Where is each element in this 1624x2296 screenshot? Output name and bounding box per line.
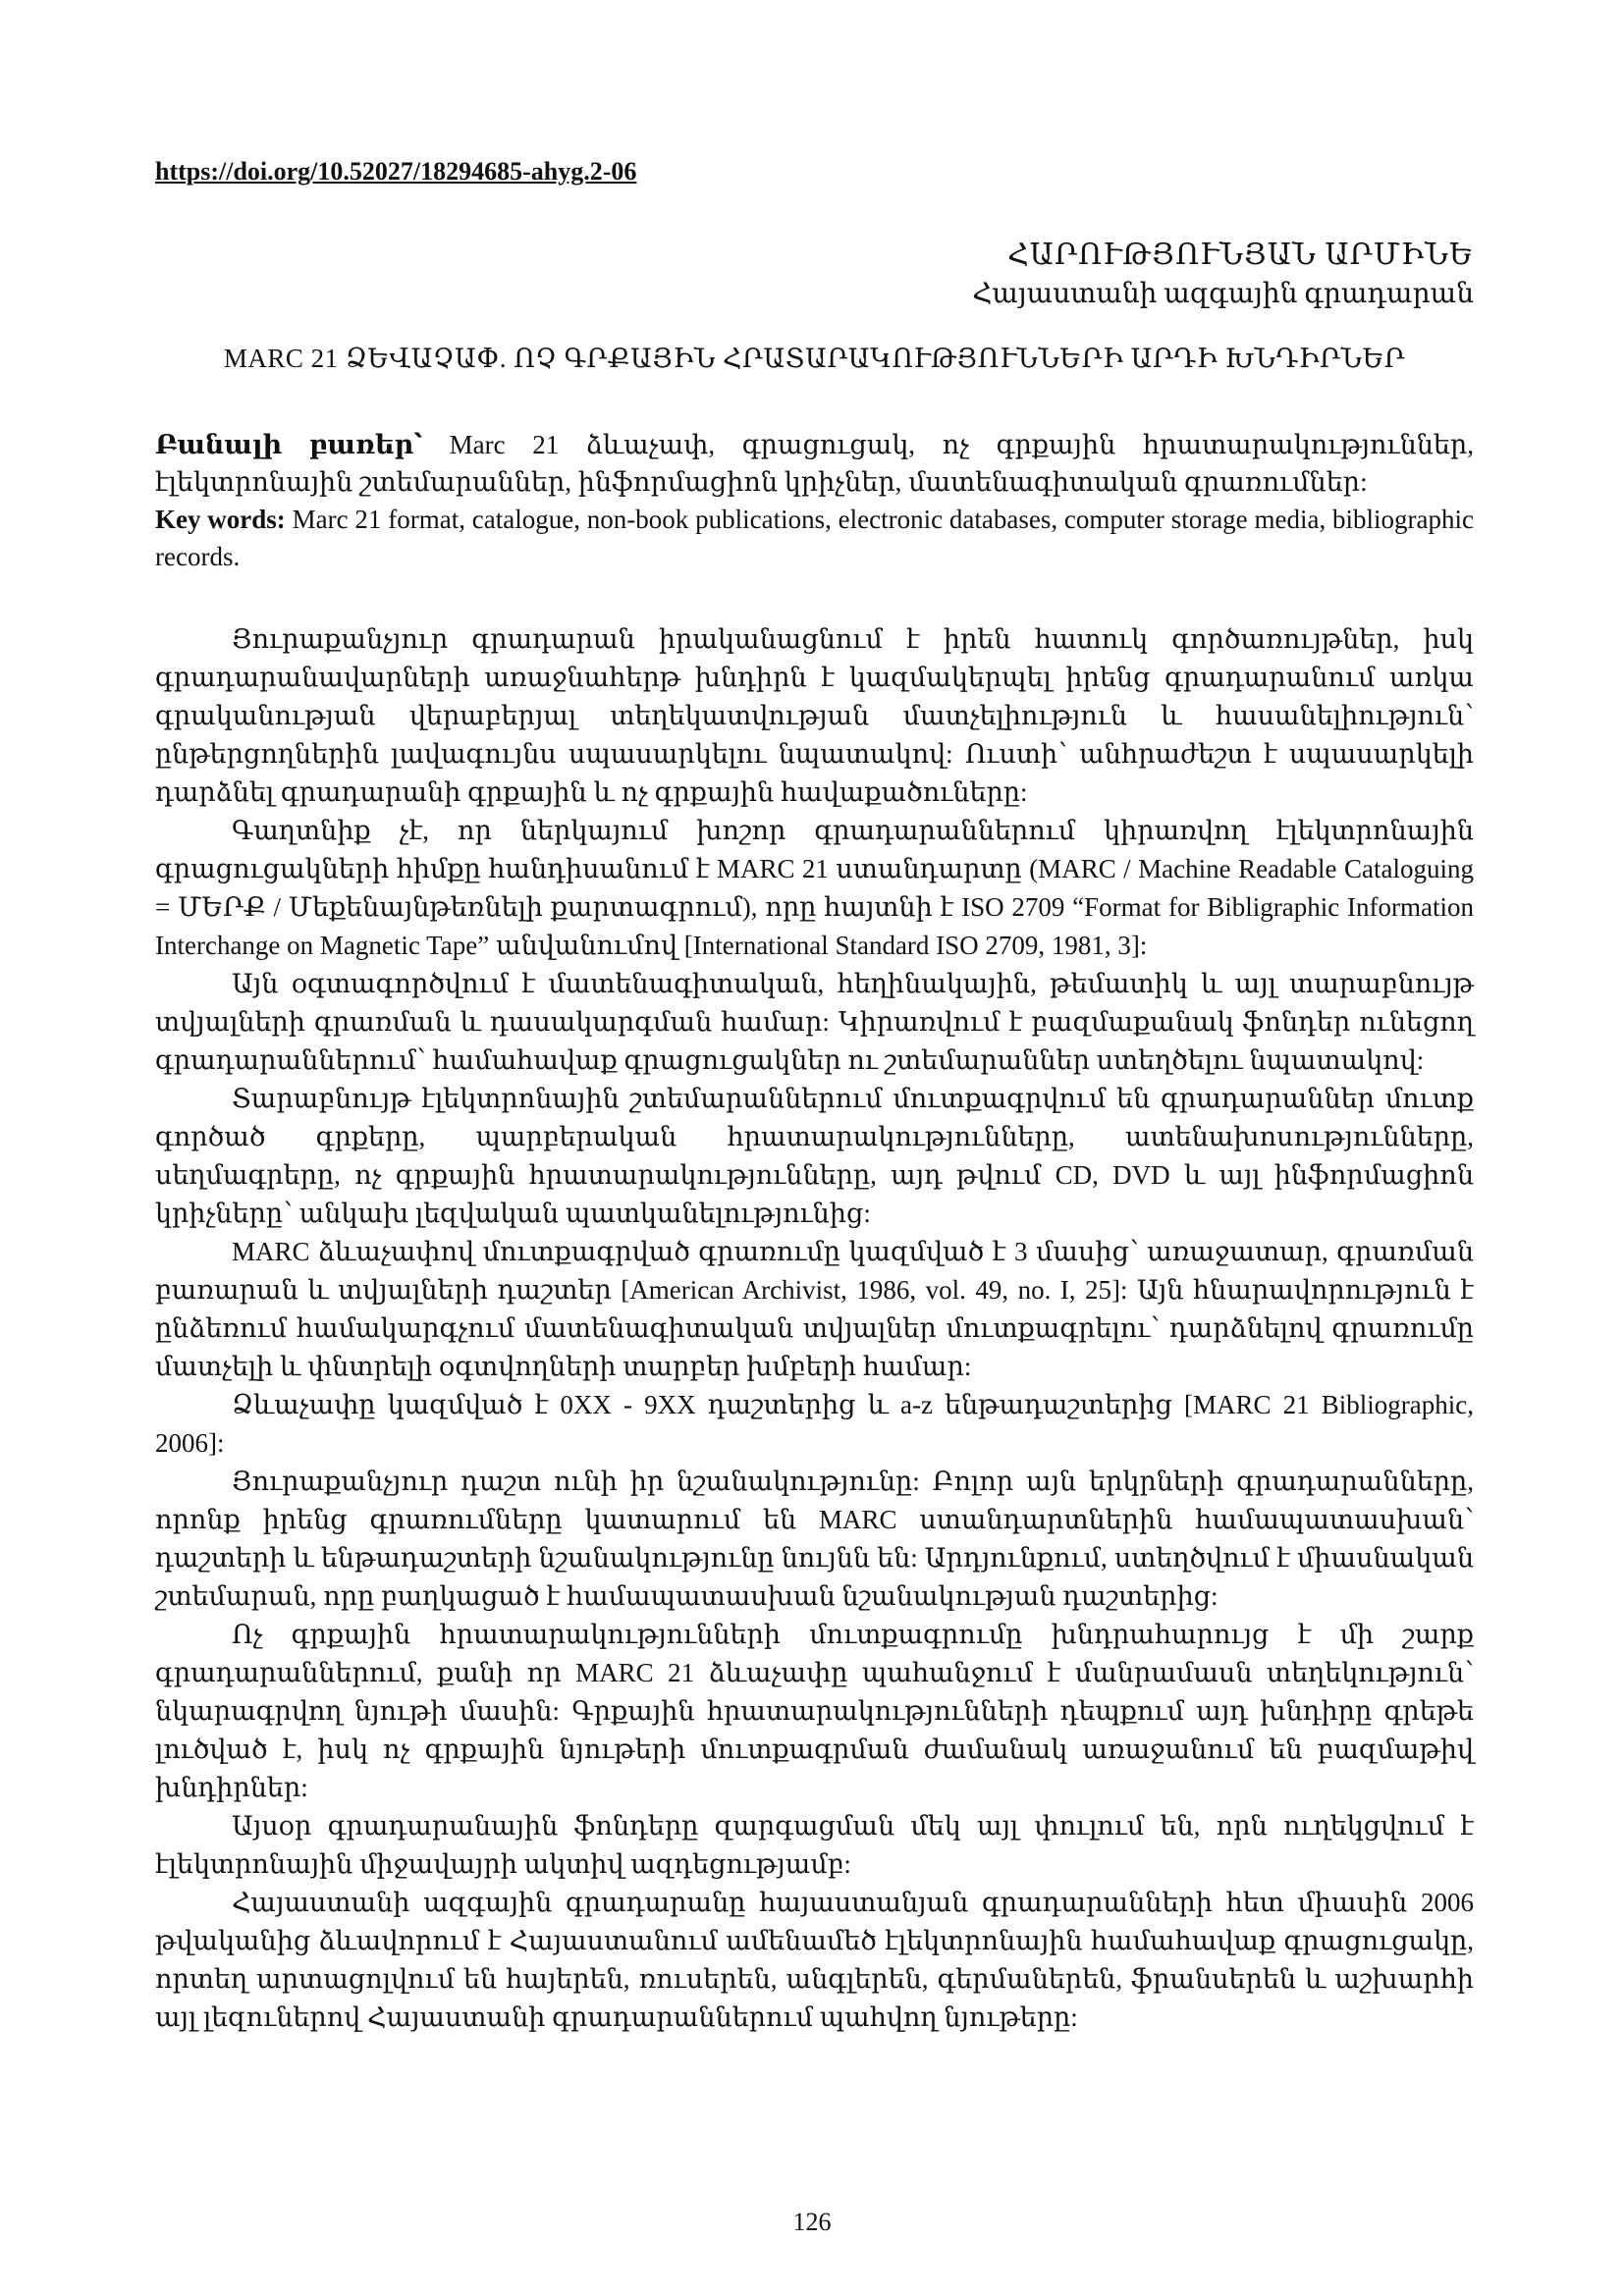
paragraph: Գաղտնիք չէ, որ ներկայում խոշոր գրադարաններում կիրառվող էլեկտրոնային գրացուցակների հիմքը հանդիսանում է MARC 21 ստանդարտը (MARC / Machine Readable Cataloguing = ՄԵՐՔ / Մեքենայնթեռնելի քարտագրում), որը հայտնի է ISO 2709 “Format for Bibligraphic Information Interchange on Magnetic Tape” անվանումով [International Standard ISO 2709, 1981, 3]: — [155, 816, 1474, 960]
keywords-block — [155, 426, 1474, 575]
article-body — [155, 620, 1474, 2037]
paragraph: MARC ձևաչափով մուտքագրված գրառումը կազմված է 3 մասից՝ առաջատար, գրառման բառարան և տվյալների դաշտեր [American Archivist, 1986, vol. 49, no. I, 25]: Այն հնարավորություն է ընձեռում համակարգչում մատենագիտական տվյալներ մուտքագրելու՝ դարձնելով գրառումը մատչելի և փնտրելի օգտվողների տարբեր խմբերի համար: — [155, 1237, 1474, 1381]
page-number: 126 — [792, 2208, 832, 2236]
paragraph: Ձևաչափը կազմված է 0XX - 9XX դաշտերից և a-z ենթադաշտերից [MARC 21 Bibliographic, 2006]: — [155, 1390, 1474, 1458]
keywords-armenian — [155, 426, 1474, 501]
paragraph: Տարաբնույթ էլեկտրոնային շտեմարաններում մուտքագրվում են գրադարաններ մուտք գործած գրքերը, պարբերական հրատարակությունները, ատենախոսությունները, սեղմագրերը, ոչ գրքային հրատարակությունները, այդ թվում CD, DVD և այլ ինֆորմացիոն կրիչները՝ անկախ լեզվական պատկանելությունից: — [155, 1084, 1474, 1228]
doi-link[interactable]: https://doi.org/10.52027/18294685-ahyg.2-06 — [155, 157, 637, 186]
keywords-english-text: Marc 21 format, catalogue, non-book publications, electronic databases, computer storage media, bibliographic records. — [155, 505, 1474, 571]
article-title: MARC 21 ՁԵՎԱՉԱՓ. ՈՉ ԳՐՔԱՅԻՆ ՀՐԱՏԱՐԱԿՈՒԹՅՈՒՆՆԵՐԻ ԱՐԴԻ ԽՆԴԻՐՆԵՐ — [223, 344, 1406, 373]
author-affiliation: Հայաստանի ազգային գրադարան — [972, 279, 1474, 309]
keywords-armenian-text: Marc 21 ձևաչափ, գրացուցակ, ոչ գրքային հրատարակություններ, էլեկտրոնային շտեմարաններ, ինֆորմացիոն կրիչներ, մատենագիտական գրառումներ: — [155, 430, 1475, 497]
paragraph: Հայաստանի ազգային գրադարանը հայաստանյան գրադարանների հետ միասին 2006 թվականից ձևավորում է Հայաստանում ամենամեծ էլեկտրոնային համահավաք գրացուցակը, որտեղ արտացոլվում են հայերեն, ռուսերեն, անգլերեն, գերմաներեն, ֆրանսերեն և աշխարհի այլ լեզուներով Հայաստանի գրադարաններում պահվող նյութերը: — [155, 1888, 1474, 2032]
author-name: ՀԱՐՈՒԹՅՈՒՆՅԱՆ ԱՐՄԻՆԵ — [1007, 239, 1474, 271]
paragraph: Յուրաքանչյուր գրադարան իրականացնում է իրեն հատուկ գործառույթներ, իսկ գրադարանավարների առաջնահերթ խնդիրն է կազմակերպել իրենց գրադարանում առկա գրականության վերաբերյալ տեղեկատվության մատչելիություն և հասանելիություն՝ ընթերցողներին լավագույնս սպասարկելու նպատակով: Ուստի՝ անհրաժեշտ է սպասարկելի դարձնել գրադարանի գրքային և ոչ գրքային հավաքածուները: — [155, 624, 1474, 807]
paragraph: Այսօր գրադարանային ֆոնդերը զարգացման մեկ այլ փուլում են, որն ուղեկցվում է էլեկտրոնային միջավայրի ակտիվ ազդեցությամբ: — [155, 1811, 1474, 1879]
paragraph: Յուրաքանչյուր դաշտ ունի իր նշանակությունը: Բոլոր այն երկրների գրադարանները, որոնք իրենց գրառումները կատարում են MARC ստանդարտներին համապատասխան՝ դաշտերի և ենթադաշտերի նշանակությունը նույնն են: Արդյունքում, ստեղծվում է միասնական շտեմարան, որը բաղկացած է համապատասխան նշանակության դաշտերից: — [155, 1467, 1474, 1611]
author-block — [972, 236, 1474, 314]
keywords-armenian-label: Բանալի բառեր՝ — [155, 430, 422, 459]
keywords-english — [155, 501, 1474, 575]
paragraph: Այն օգտագործվում է մատենագիտական, հեղինակային, թեմատիկ և այլ տարաբնույթ տվյալների գրառման և դասակարգման համար: Կիրառվում է բազմաքանակ ֆոնդեր ունեցող գրադարաններում՝ համահավաք գրացուցակներ ու շտեմարաններ ստեղծելու նպատակով: — [155, 969, 1474, 1075]
paragraph: Ոչ գրքային հրատարակությունների մուտքագրումը խնդրահարույց է մի շարք գրադարաններում, քանի որ MARC 21 ձևաչափը պահանջում է մանրամասն տեղեկություն՝ նկարագրվող նյութի մասին: Գրքային հրատարակությունների դեպքում այդ խնդիրը գրեթե լուծված է, իսկ ոչ գրքային նյութերի մուտքագրման ժամանակ առաջանում են բազմաթիվ խնդիրներ: — [155, 1620, 1474, 1802]
keywords-english-label: Key words: — [155, 505, 286, 534]
